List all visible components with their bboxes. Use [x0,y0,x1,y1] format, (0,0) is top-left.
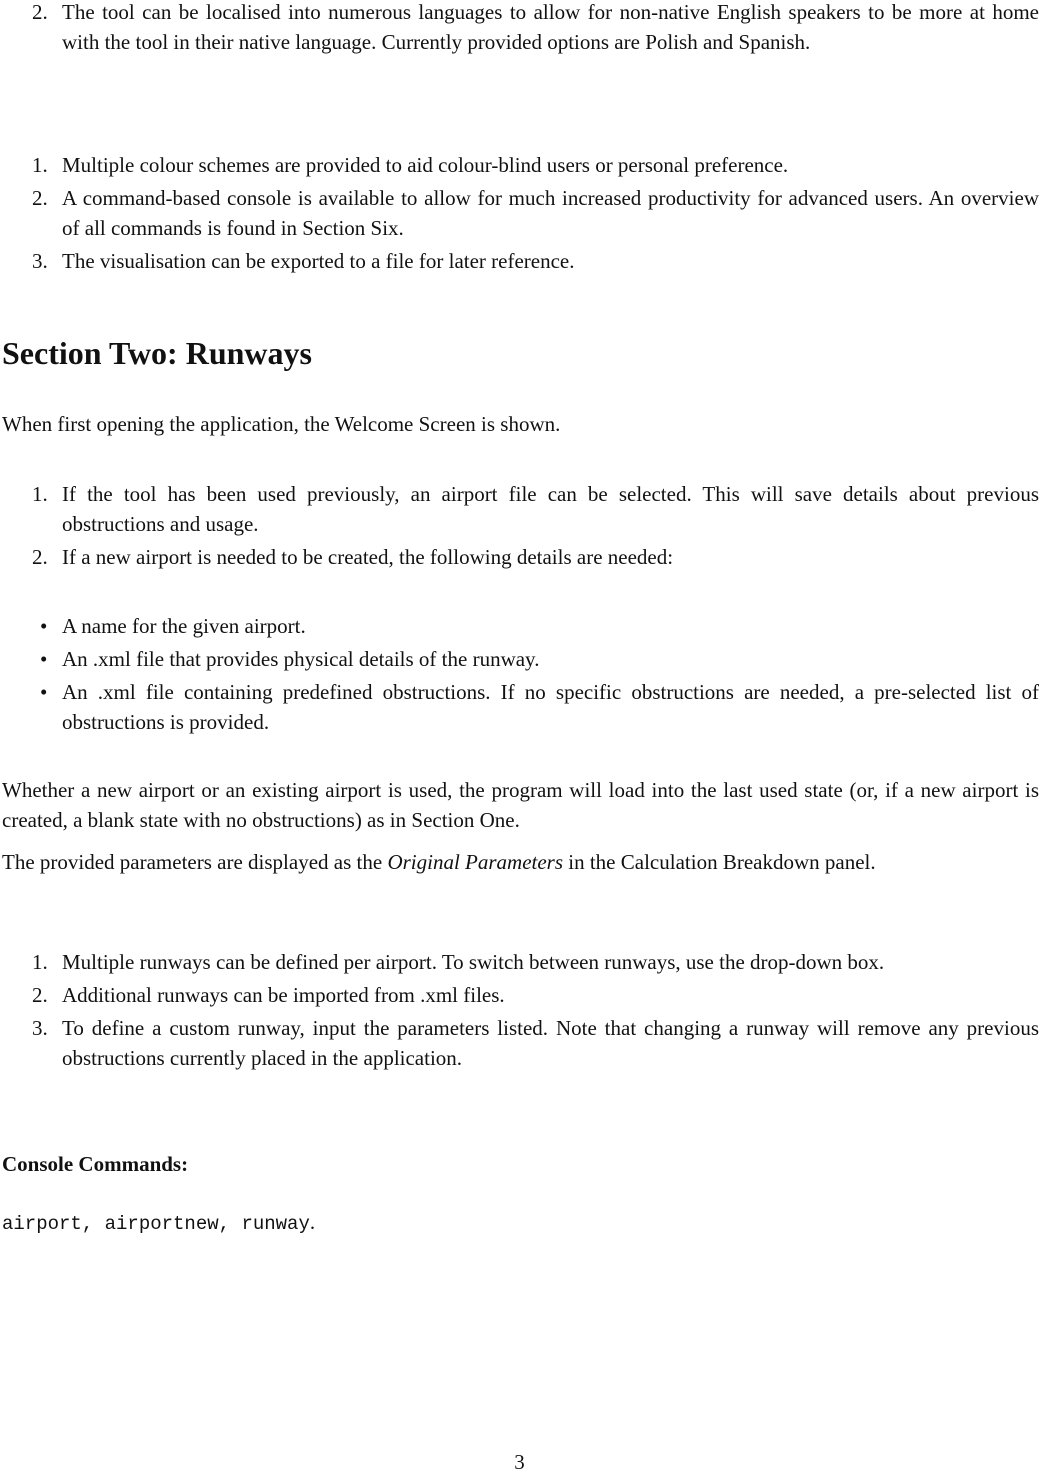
list-welcome [2,479,1039,575]
bullet-icon: • [40,680,48,704]
item-text: An .xml file containing predefined obstructions. If no specific obstructions are needed, a pre-selected list of obstructions is provided. [62,680,1039,734]
bullet-item [2,677,1039,737]
item-number: 2. [32,545,48,569]
command-list: airport, airportnew, runway [2,1213,310,1235]
item-text: A command-based console is available to allow for much increased productivity for advanced users. An overview of all commands is found in Section Six. [62,186,1039,240]
intro-paragraph: When first opening the application, the Welcome Screen is shown. [2,412,561,436]
list-item [2,980,1039,1010]
bullet-item [2,644,1039,674]
list-item [2,1013,1039,1073]
item-number: 2. [32,983,48,1007]
text: The provided parameters are displayed as the [2,850,388,874]
bullet-list [2,611,1039,740]
item-text: A name for the given airport. [62,614,306,638]
emphasis: Original Parameters [387,850,564,874]
item-text: If a new airport is needed to be created, the following details are needed: [62,545,674,569]
list-features [2,150,1039,279]
text: . [309,1210,316,1234]
item-number: 1. [32,153,48,177]
item-text: Multiple runways can be defined per airport. To switch between runways, use the drop-down box. [62,950,885,974]
item-number: 1. [32,482,48,506]
paragraph-state: Whether a new airport or an existing airport is used, the program will load into the last used state (or, if a new airport is created, a blank state with no obstructions) as in Section One. [2,778,1039,832]
console-commands [2,1207,1039,1239]
paragraph-parameters [2,847,1039,877]
list-item [2,150,1039,180]
list-item [2,947,1039,977]
item-text: If the tool has been used previously, an airport file can be selected. This will save details about previous obstructions and usage. [62,482,1039,536]
item-text: An .xml file that provides physical details of the runway. [62,647,540,671]
item-text: Multiple colour schemes are provided to aid colour-blind users or personal preference. [62,153,789,177]
item-number: 2. [32,186,48,210]
text: in the Calculation Breakdown panel. [563,850,876,874]
item-text: The visualisation can be exported to a file for later reference. [62,249,575,273]
item-text: The tool can be localised into numerous languages to allow for non-native English speakers to be more at home with the tool in their native language. Currently provided options are Polish and Spanish. [62,0,1039,54]
item-text: Additional runways can be imported from .xml files. [62,983,505,1007]
item-number: 3. [32,1016,48,1040]
bullet-item [2,611,1039,641]
list-item [2,246,1039,276]
bullet-icon: • [40,614,48,638]
list-item [2,183,1039,243]
bullet-icon: • [40,647,48,671]
item-number: 3. [32,249,48,273]
list-item [2,479,1039,539]
item-text: To define a custom runway, input the parameters listed. Note that changing a runway will remove any previous obstructions currently placed in the application. [62,1016,1039,1070]
list-item [2,542,1039,572]
list-runways [2,947,1039,1076]
section-title: Section Two: Runways [2,335,312,371]
item-number: 1. [32,950,48,974]
list-localisation [2,0,1039,60]
page-number: 3 [514,1450,525,1470]
item-number: 2. [32,0,48,24]
console-heading: Console Commands: [2,1152,189,1176]
list-item [2,0,1039,57]
